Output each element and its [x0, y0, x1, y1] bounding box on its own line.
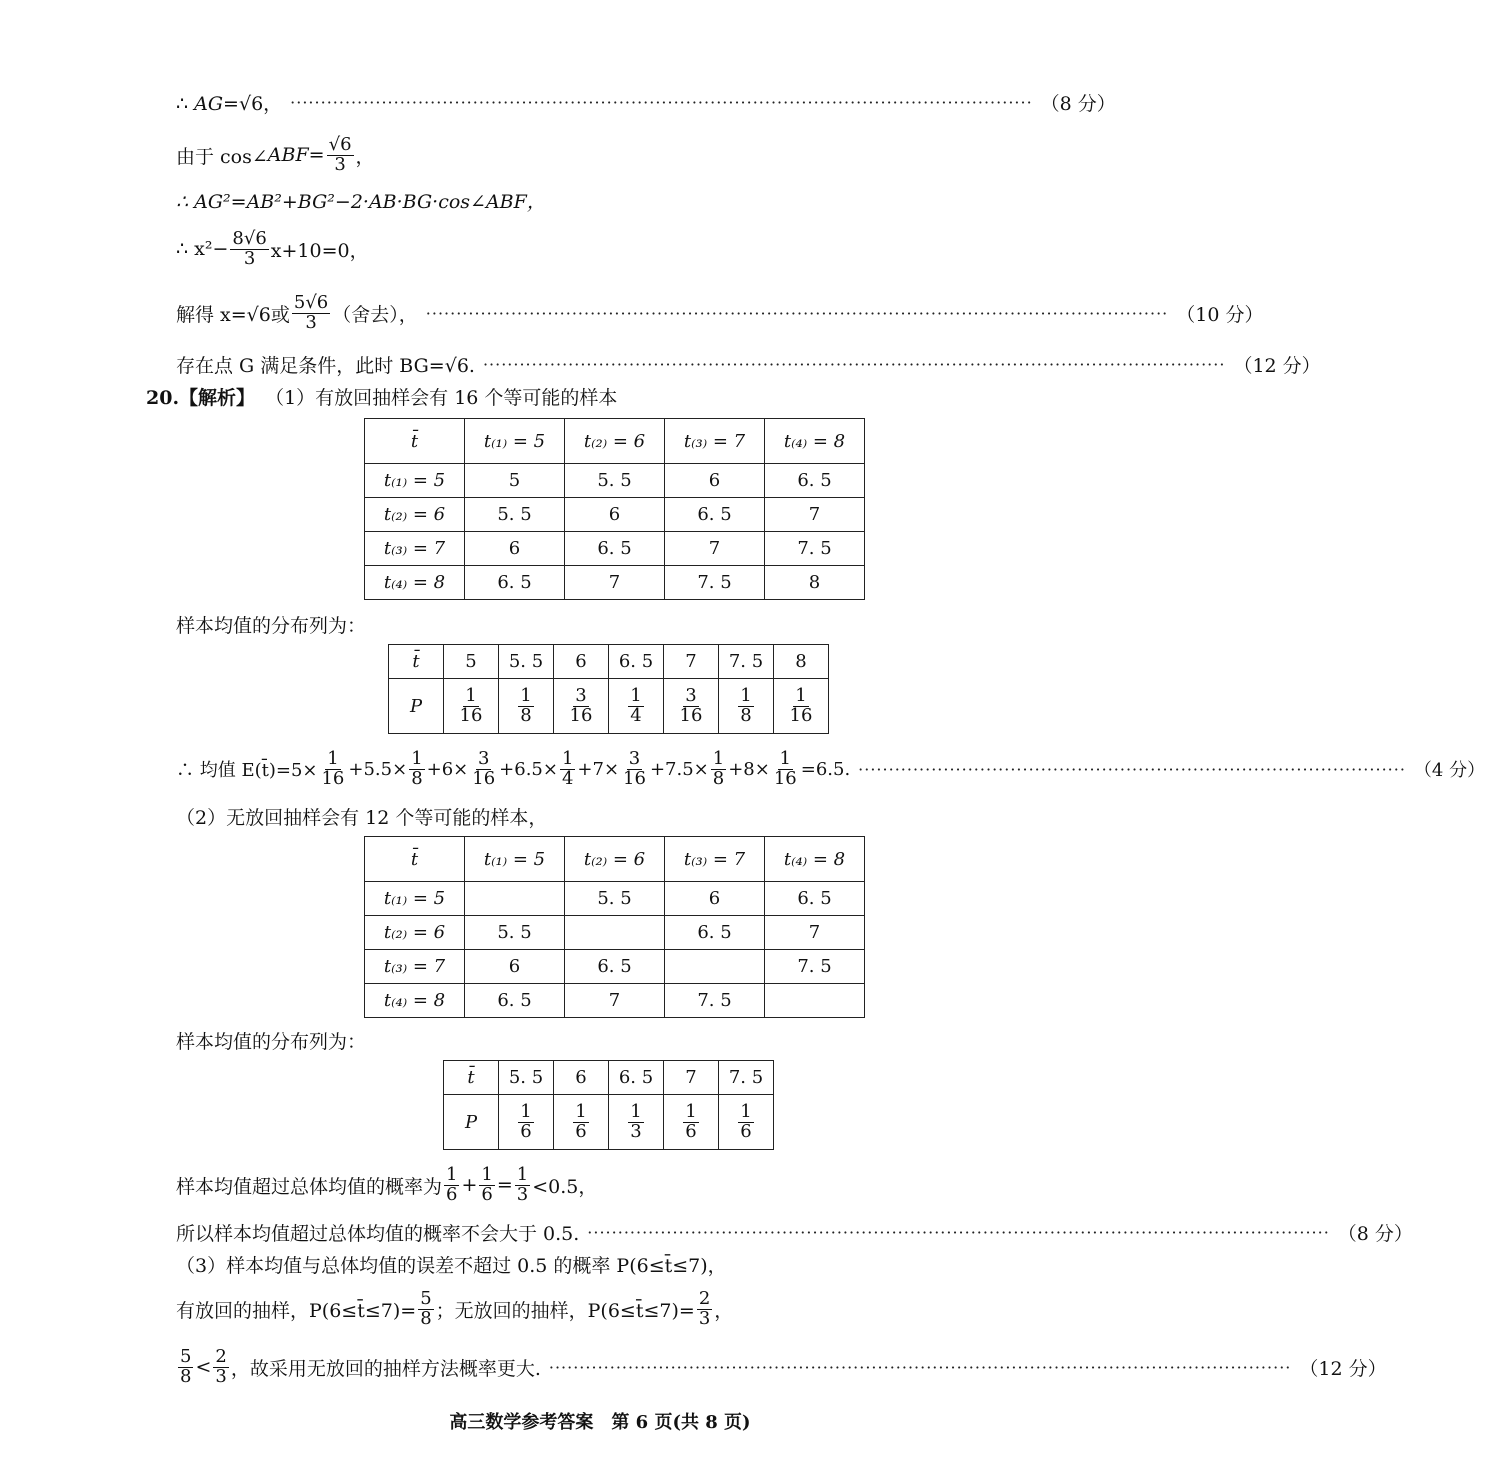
- table-cell: 7: [664, 645, 719, 679]
- fraction: $\frac{1}{6}$: [446, 1163, 458, 1205]
- question-number: 20.【解析】: [146, 386, 256, 409]
- leader-dots: ··························································································: [858, 759, 1406, 779]
- table-header-row: [389, 645, 829, 679]
- table-cell: 7: [565, 984, 665, 1018]
- table-cell: 6. 5: [765, 882, 865, 916]
- fraction: $\frac{8√6}{3}$: [232, 227, 267, 269]
- table-cell: [565, 916, 665, 950]
- score-label: （12 分）: [1233, 354, 1321, 377]
- line-text: （3）样本均值与总体均值的误差不超过 0.5 的概率 P(6≤t̄≤7)，: [176, 1254, 727, 1277]
- math-mid: ；无放回的抽样，P(6≤t̄≤7)=: [435, 1299, 695, 1322]
- solution-line: [176, 290, 1264, 336]
- leader-dots: ··························································································································: [425, 303, 1169, 323]
- line-text: ∴ AG²=AB²+BG²−2·AB·BG·cos∠ABF，: [176, 190, 546, 213]
- table-cell: 5. 5: [565, 882, 665, 916]
- math-pre: 解得 x=√6或: [176, 303, 290, 326]
- table-cell: [665, 950, 765, 984]
- table-cell: 5: [444, 645, 499, 679]
- fraction: $\frac{1}{16}$: [321, 747, 345, 789]
- table-cell: 7: [765, 916, 865, 950]
- fraction: $\frac{3}{16}$: [472, 747, 496, 789]
- line-text: 由于 cos∠: [176, 145, 268, 168]
- table-cell: t₍₄₎ = 8: [365, 984, 465, 1018]
- distribution-table-without-replacement: [443, 1060, 774, 1150]
- table-cell: 7: [565, 566, 665, 600]
- table-cell: 5. 5: [565, 464, 665, 498]
- math-op: +5.5×: [348, 758, 408, 780]
- table-cell: 7. 5: [665, 566, 765, 600]
- table-cell: [765, 984, 865, 1018]
- fraction: $\frac{√6}{3}$: [328, 133, 352, 175]
- math-op: +7×: [577, 758, 620, 780]
- solution-line: [176, 1284, 1052, 1334]
- table-cell: 6. 5: [665, 498, 765, 532]
- sample-table-with-replacement: [364, 418, 865, 600]
- table-row: [444, 1095, 774, 1150]
- table-cell: t₍₂₎ = 6: [365, 498, 465, 532]
- line-text: （2）无放回抽样会有 12 个等可能的样本，: [176, 806, 548, 829]
- leader-dots: ··························································································································: [548, 1357, 1292, 1377]
- table-cell: 5: [465, 464, 565, 498]
- table-cell: 6. 5: [465, 984, 565, 1018]
- fraction: $\frac{2}{3}$: [215, 1345, 227, 1387]
- leader-dots: ··························································································································: [482, 354, 1226, 374]
- table-cell: P: [389, 679, 444, 734]
- math-pre: 有放回的抽样，P(6≤t̄≤7)=: [176, 1299, 417, 1322]
- table-cell: 6. 5: [465, 566, 565, 600]
- fraction: $\frac{1}{3}$: [516, 1163, 529, 1205]
- table-cell: t₍₃₎ = 7: [365, 532, 465, 566]
- math-op: +: [461, 1174, 478, 1196]
- table-cell: $\frac{1}{4}$: [609, 679, 664, 734]
- solution-line: [176, 82, 1116, 122]
- table-cell: t₍₄₎ = 8: [765, 837, 865, 882]
- fraction: $\frac{1}{16}$: [773, 747, 797, 789]
- table-cell: 6: [465, 950, 565, 984]
- table-cell: $\frac{1}{8}$: [499, 679, 554, 734]
- table-cell: $\frac{1}{16}$: [774, 679, 829, 734]
- math-op: +6×: [426, 758, 469, 780]
- math-op: +8×: [728, 758, 770, 780]
- table-cell: 7: [665, 532, 765, 566]
- table-cell: [465, 882, 565, 916]
- table-row: [365, 950, 865, 984]
- score-label: （12 分）: [1299, 1357, 1387, 1380]
- table-cell: 7. 5: [765, 950, 865, 984]
- table-cell: 6: [665, 464, 765, 498]
- table-cell: 6: [465, 532, 565, 566]
- math-pre: 样本均值超过总体均值的概率为: [176, 1175, 443, 1198]
- page-footer: 高三数学参考答案 第 6 页(共 8 页): [449, 1412, 751, 1433]
- table-cell: $\frac{1}{6}$: [554, 1095, 609, 1150]
- table-cell: 6: [554, 1061, 609, 1095]
- solution-line: [176, 1020, 1052, 1060]
- table-cell: 6. 5: [765, 464, 865, 498]
- solution-line: [176, 132, 1052, 178]
- table-header-row: [365, 837, 865, 882]
- score-label: （8 分）: [1337, 1222, 1413, 1245]
- table-header-row: [444, 1061, 774, 1095]
- solution-line: [176, 226, 1052, 272]
- table-row: [365, 498, 865, 532]
- math-pre: ∴ 均值 E(t̄)=5×: [176, 760, 318, 781]
- table-cell: t₍₁₎ = 5: [465, 837, 565, 882]
- table-cell: 6: [665, 882, 765, 916]
- table-row: [365, 916, 865, 950]
- table-cell: 8: [765, 566, 865, 600]
- question-heading: [146, 376, 1052, 416]
- table-cell: 6. 5: [609, 1061, 664, 1095]
- table-cell: t₍₃₎ = 7: [365, 950, 465, 984]
- line-text: 所以样本均值超过总体均值的概率不会大于 0.5.: [176, 1222, 580, 1245]
- table-cell: 6. 5: [565, 950, 665, 984]
- math-op: +7.5×: [649, 758, 709, 780]
- math-eq: =: [308, 144, 325, 166]
- math-tail: <0.5，: [532, 1175, 598, 1198]
- table-row: [365, 566, 865, 600]
- table-cell: 8: [774, 645, 829, 679]
- table-cell: 7: [765, 498, 865, 532]
- math-tail: （舍去），: [332, 303, 418, 326]
- leader-dots: ··························································································································: [290, 92, 1033, 112]
- table-cell: t₍₂₎ = 6: [565, 419, 665, 464]
- line-text: 存在点 G 满足条件，此时 BG=√6.: [176, 354, 475, 377]
- table-row: [389, 679, 829, 734]
- fraction: $\frac{5√6}{3}$: [293, 291, 329, 333]
- table-row: [365, 464, 865, 498]
- fraction: $\frac{5}{8}$: [180, 1345, 192, 1387]
- fraction: $\frac{1}{8}$: [712, 747, 725, 789]
- table-cell: t₍₁₎ = 5: [365, 882, 465, 916]
- table-cell: t̄: [365, 419, 465, 464]
- table-row: [365, 984, 865, 1018]
- table-cell: 7. 5: [765, 532, 865, 566]
- table-cell: 6. 5: [665, 916, 765, 950]
- math-op: =: [496, 1174, 513, 1196]
- table-cell: t₍₃₎ = 7: [665, 837, 765, 882]
- table-cell: $\frac{1}{6}$: [719, 1095, 774, 1150]
- fraction: $\frac{1}{6}$: [481, 1163, 493, 1205]
- table-cell: t̄: [389, 645, 444, 679]
- table-cell: t₍₂₎ = 6: [365, 916, 465, 950]
- line-text: 样本均值的分布列为：: [176, 1030, 367, 1053]
- fraction: $\frac{5}{8}$: [420, 1287, 432, 1329]
- table-cell: 7: [664, 1061, 719, 1095]
- table-cell: $\frac{1}{16}$: [444, 679, 499, 734]
- table-cell: t₍₁₎ = 5: [365, 464, 465, 498]
- score-label: （4 分）: [1413, 760, 1485, 781]
- table-cell: t₍₄₎ = 8: [765, 419, 865, 464]
- solution-line: [176, 1244, 1052, 1284]
- leader-dots: ··························································································································: [587, 1222, 1330, 1242]
- table-cell: 6. 5: [609, 645, 664, 679]
- line-text: （1）有放回抽样会有 16 个等可能的样本: [265, 386, 618, 409]
- sample-table-without-replacement: [364, 836, 865, 1018]
- line-text: ∴ AG=√6，: [176, 92, 283, 115]
- table-cell: $\frac{1}{3}$: [609, 1095, 664, 1150]
- math-tail: ，故采用无放回的抽样方法概率更大.: [230, 1357, 541, 1380]
- solution-line: [176, 1160, 1052, 1210]
- table-cell: t₍₁₎ = 5: [465, 419, 565, 464]
- solution-line: [176, 744, 1485, 794]
- table-cell: 5. 5: [465, 498, 565, 532]
- table-header-row: [365, 419, 865, 464]
- table-cell: 5. 5: [499, 645, 554, 679]
- math-tail: =6.5.: [800, 758, 851, 780]
- table-row: [365, 882, 865, 916]
- line-text: 样本均值的分布列为：: [176, 614, 367, 637]
- math-op: <: [195, 1356, 212, 1378]
- table-cell: t₍₂₎ = 6: [565, 837, 665, 882]
- fraction: $\frac{1}{4}$: [561, 747, 574, 789]
- score-label: （8 分）: [1040, 92, 1116, 115]
- distribution-table-with-replacement: [388, 644, 829, 734]
- table-cell: 6. 5: [565, 532, 665, 566]
- solution-line: [176, 604, 1052, 644]
- table-cell: $\frac{3}{16}$: [664, 679, 719, 734]
- math-tail: ，: [714, 1299, 734, 1322]
- fraction: $\frac{1}{8}$: [411, 747, 423, 789]
- table-cell: 7. 5: [719, 645, 774, 679]
- table-cell: 6: [565, 498, 665, 532]
- fraction: $\frac{2}{3}$: [698, 1287, 711, 1329]
- table-cell: 5. 5: [499, 1061, 554, 1095]
- table-cell: $\frac{1}{6}$: [664, 1095, 719, 1150]
- table-cell: $\frac{3}{16}$: [554, 679, 609, 734]
- solution-line: [176, 180, 1052, 220]
- score-label: （10 分）: [1176, 303, 1264, 326]
- table-cell: 7. 5: [665, 984, 765, 1018]
- table-cell: t₍₃₎ = 7: [665, 419, 765, 464]
- math-var: ABF: [267, 144, 309, 166]
- table-cell: 5. 5: [465, 916, 565, 950]
- solution-line: [176, 1342, 1387, 1392]
- solution-line: [176, 796, 1052, 836]
- fraction: $\frac{3}{16}$: [623, 747, 646, 789]
- table-cell: $\frac{1}{8}$: [719, 679, 774, 734]
- table-row: [365, 532, 865, 566]
- table-cell: 7. 5: [719, 1061, 774, 1095]
- table-cell: t̄: [365, 837, 465, 882]
- math-pre: ∴ x²−: [176, 238, 229, 260]
- math-op: +6.5×: [499, 758, 558, 780]
- table-cell: t₍₄₎ = 8: [365, 566, 465, 600]
- math-tail: ，: [355, 145, 375, 168]
- table-cell: 6: [554, 645, 609, 679]
- math-tail: x+10=0，: [270, 239, 369, 262]
- table-cell: P: [444, 1095, 499, 1150]
- table-cell: $\frac{1}{6}$: [499, 1095, 554, 1150]
- table-cell: t̄: [444, 1061, 499, 1095]
